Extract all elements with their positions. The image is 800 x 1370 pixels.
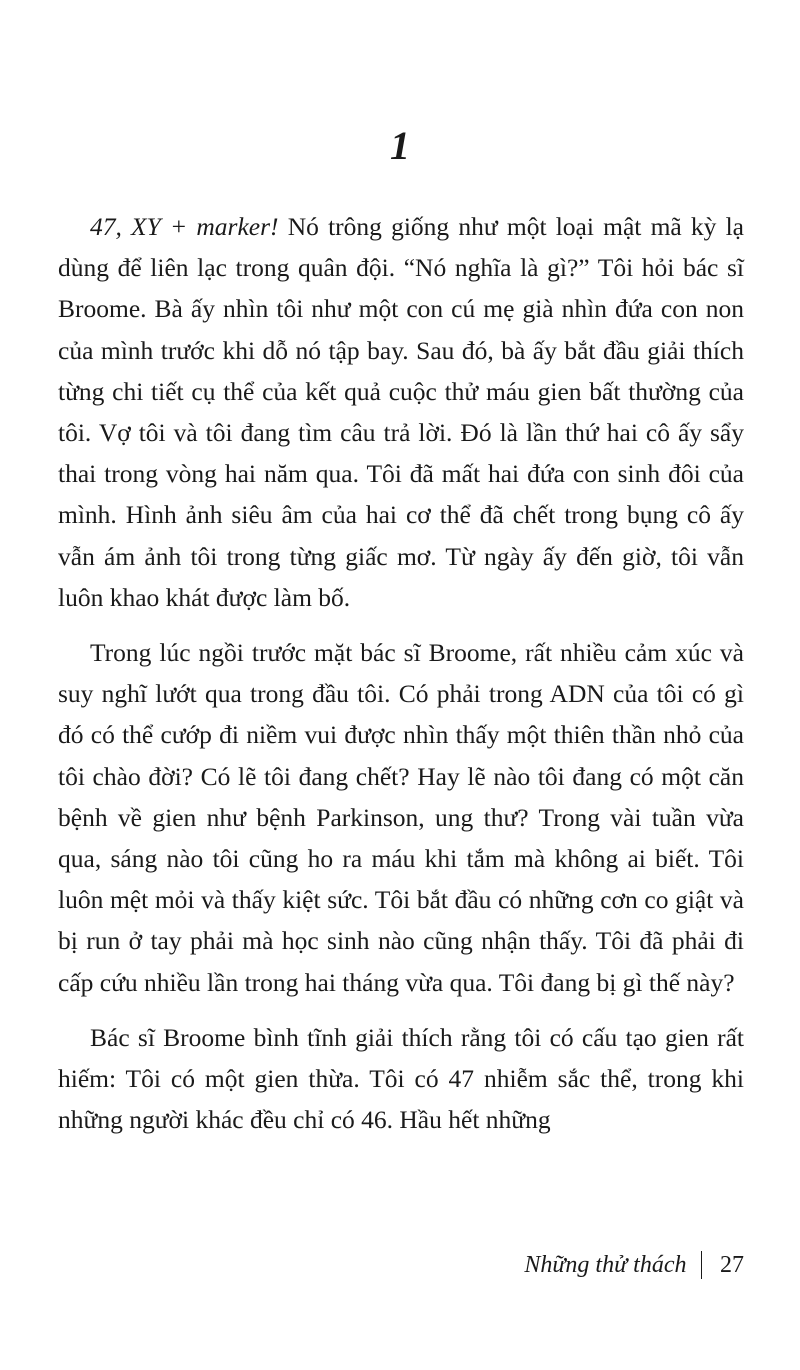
footer-divider	[701, 1251, 703, 1279]
paragraph-2: Trong lúc ngồi trước mặt bác sĩ Broome, rất nhiều cảm xúc và suy nghĩ lướt qua trong đầu tôi. Có phải trong ADN của tôi có gì đó có thể cướp đi niềm vui được nhìn thấy một thiên thần nhỏ của tôi chào đời? Có lẽ tôi đang chết? Hay lẽ nào tôi đang có một căn bệnh về gien như bệnh Parkinson, ung thư? Trong vài tuần vừa qua, sáng nào tôi cũng ho ra máu khi tắm mà không ai biết. Tôi luôn mệt mỏi và thấy kiệt sức. Tôi bắt đầu có những cơn co giật và bị run ở tay phải mà học sinh nào cũng nhận thấy. Tôi đã phải đi cấp cứu nhiều lần trong hai tháng vừa qua. Tôi đang bị gì thế này?	[58, 638, 744, 997]
paragraph-1	[58, 206, 744, 618]
page-number: 27	[720, 1252, 744, 1278]
paragraph-1-lead: 47, XY + marker!	[90, 212, 279, 241]
running-footer	[524, 1245, 744, 1285]
chapter-body	[58, 206, 744, 1154]
chapter-number: 1	[390, 123, 410, 168]
paragraph-1-text: Nó trông giống như một loại mật mã kỳ lạ dùng để liên lạc trong quân đội. “Nó nghĩa là gì?” Tôi hỏi bác sĩ Broome. Bà ấy nhìn tôi như một con cú mẹ già nhìn đứa con non của mình trước khi dỗ nó tập bay. Sau đó, bà ấy bắt đầu giải thích từng chi tiết cụ thể của kết quả cuộc thử máu gien bất thường của tôi. Vợ tôi và tôi đang tìm câu trả lời. Đó là lần thứ hai cô ấy sẩy thai trong vòng hai năm qua. Tôi đã mất hai đứa con sinh đôi của mình. Hình ảnh siêu âm của hai cơ thể đã chết trong bụng cô ấy vẫn ám ảnh tôi trong từng giấc mơ. Từ ngày ấy đến giờ, tôi vẫn luôn khao khát được làm bố.	[58, 212, 744, 612]
paragraph-3: Bác sĩ Broome bình tĩnh giải thích rằng tôi có cấu tạo gien rất hiếm: Tôi có một gien thừa. Tôi có 47 nhiễm sắc thể, trong khi những người khác đều chỉ có 46. Hầu hết những	[58, 1022, 744, 1135]
footer-book-title: Những thử thách	[524, 1252, 687, 1278]
